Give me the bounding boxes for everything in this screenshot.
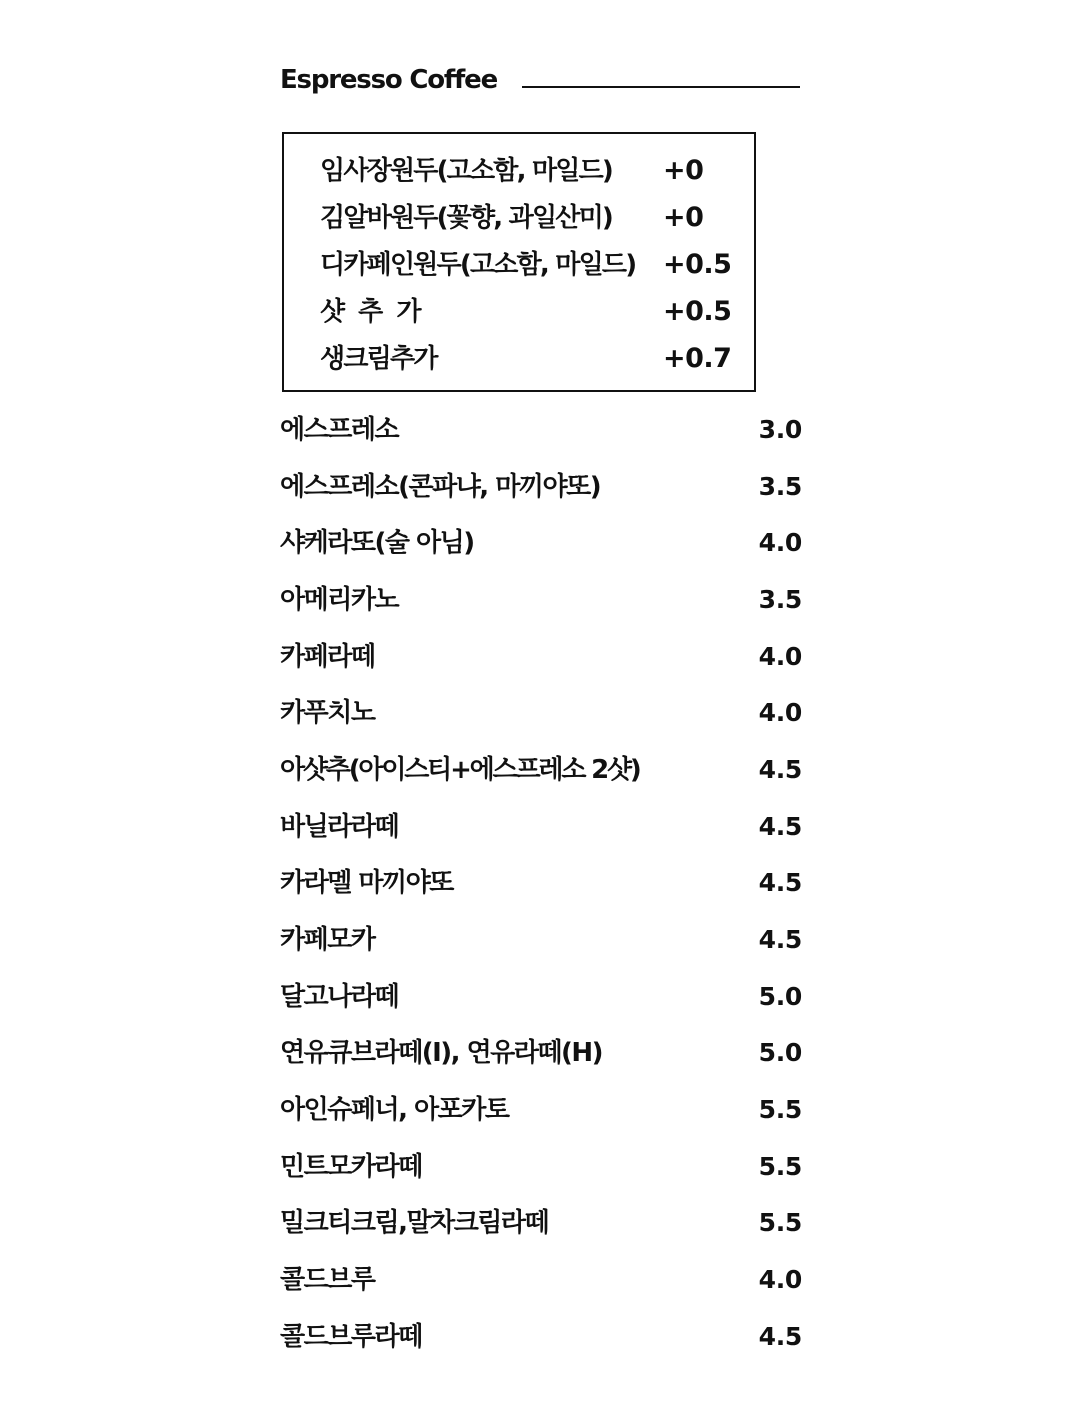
menu-item-price: 4.0 bbox=[758, 642, 802, 671]
option-price: +0 bbox=[663, 155, 704, 186]
menu-item bbox=[280, 863, 802, 903]
menu-item-price: 5.5 bbox=[758, 1152, 802, 1181]
option-price: +0.7 bbox=[663, 343, 732, 374]
menu-item-price: 3.5 bbox=[758, 472, 802, 501]
menu-item bbox=[280, 750, 802, 790]
menu-item-price: 4.5 bbox=[758, 812, 802, 841]
menu-item-name: 연유큐브라떼(I), 연유라떼(H) bbox=[280, 1038, 603, 1068]
menu-item-price: 4.0 bbox=[758, 698, 802, 727]
option-name: 김알바원두(꽃향, 과일산미) bbox=[320, 203, 612, 233]
menu-item-name: 달고나라떼 bbox=[280, 982, 399, 1012]
option-name: 샷 추 가 bbox=[320, 297, 424, 327]
menu-item bbox=[280, 1033, 802, 1073]
menu-item-name: 아메리카노 bbox=[280, 585, 399, 615]
menu-item bbox=[280, 1147, 802, 1187]
menu-item bbox=[280, 467, 802, 507]
menu-item-name: 밀크티크림,말차크림라떼 bbox=[280, 1208, 549, 1238]
menu-item bbox=[280, 693, 802, 733]
option-name: 생크림추가 bbox=[320, 344, 437, 374]
header-divider bbox=[522, 86, 800, 88]
option-price: +0 bbox=[663, 202, 704, 233]
menu-item-price: 4.5 bbox=[758, 925, 802, 954]
option-name: 디카페인원두(고소함, 마일드) bbox=[320, 250, 636, 280]
menu-item-price: 4.5 bbox=[758, 755, 802, 784]
option-name: 임사장원두(고소함, 마일드) bbox=[320, 156, 612, 186]
menu-item-price: 5.5 bbox=[758, 1095, 802, 1124]
menu-item bbox=[280, 523, 802, 563]
option-price: +0.5 bbox=[663, 249, 732, 280]
menu-item-price: 4.5 bbox=[758, 1322, 802, 1351]
option-item bbox=[320, 199, 740, 237]
menu-item bbox=[280, 580, 802, 620]
menu-item-name: 카푸치노 bbox=[280, 698, 375, 728]
menu-item bbox=[280, 1260, 802, 1300]
option-price: +0.5 bbox=[663, 296, 732, 327]
menu-item-name: 카페라떼 bbox=[280, 642, 375, 672]
option-item bbox=[320, 340, 740, 378]
menu-item-name: 카페모카 bbox=[280, 925, 375, 955]
options-box bbox=[282, 132, 756, 392]
menu-item bbox=[280, 920, 802, 960]
menu-item-name: 아샷추(아이스티+에스프레소 2샷) bbox=[280, 755, 640, 785]
menu-item bbox=[280, 637, 802, 677]
menu-item-name: 민트모카라떼 bbox=[280, 1152, 422, 1182]
menu-item bbox=[280, 1203, 802, 1243]
menu-item-price: 3.0 bbox=[758, 415, 802, 444]
menu-item bbox=[280, 1090, 802, 1130]
menu-item bbox=[280, 807, 802, 847]
menu-item-price: 5.0 bbox=[758, 982, 802, 1011]
menu-item-name: 바닐라라떼 bbox=[280, 812, 399, 842]
menu-item-price: 5.0 bbox=[758, 1038, 802, 1067]
menu-item-price: 3.5 bbox=[758, 585, 802, 614]
section-title: Espresso Coffee bbox=[280, 65, 498, 95]
menu-item-price: 5.5 bbox=[758, 1208, 802, 1237]
menu-item bbox=[280, 977, 802, 1017]
menu-item-name: 아인슈페너, 아포카토 bbox=[280, 1095, 509, 1125]
menu-item-price: 4.0 bbox=[758, 528, 802, 557]
menu-item-name: 카라멜 마끼야또 bbox=[280, 868, 453, 898]
menu-item-name: 콜드브루 bbox=[280, 1265, 375, 1295]
menu-item bbox=[280, 1317, 802, 1357]
menu-item-name: 샤케라또(술 아님) bbox=[280, 528, 474, 558]
menu-item-price: 4.0 bbox=[758, 1265, 802, 1294]
menu-item-name: 콜드브루라떼 bbox=[280, 1322, 422, 1352]
section-header bbox=[280, 62, 800, 102]
option-item bbox=[320, 246, 740, 284]
menu-item-price: 4.5 bbox=[758, 868, 802, 897]
option-item bbox=[320, 293, 740, 331]
menu-item bbox=[280, 410, 802, 450]
menu-item-name: 에스프레소 bbox=[280, 415, 399, 445]
menu-item-name: 에스프레소(콘파냐, 마끼야또) bbox=[280, 472, 601, 502]
option-item bbox=[320, 152, 740, 190]
